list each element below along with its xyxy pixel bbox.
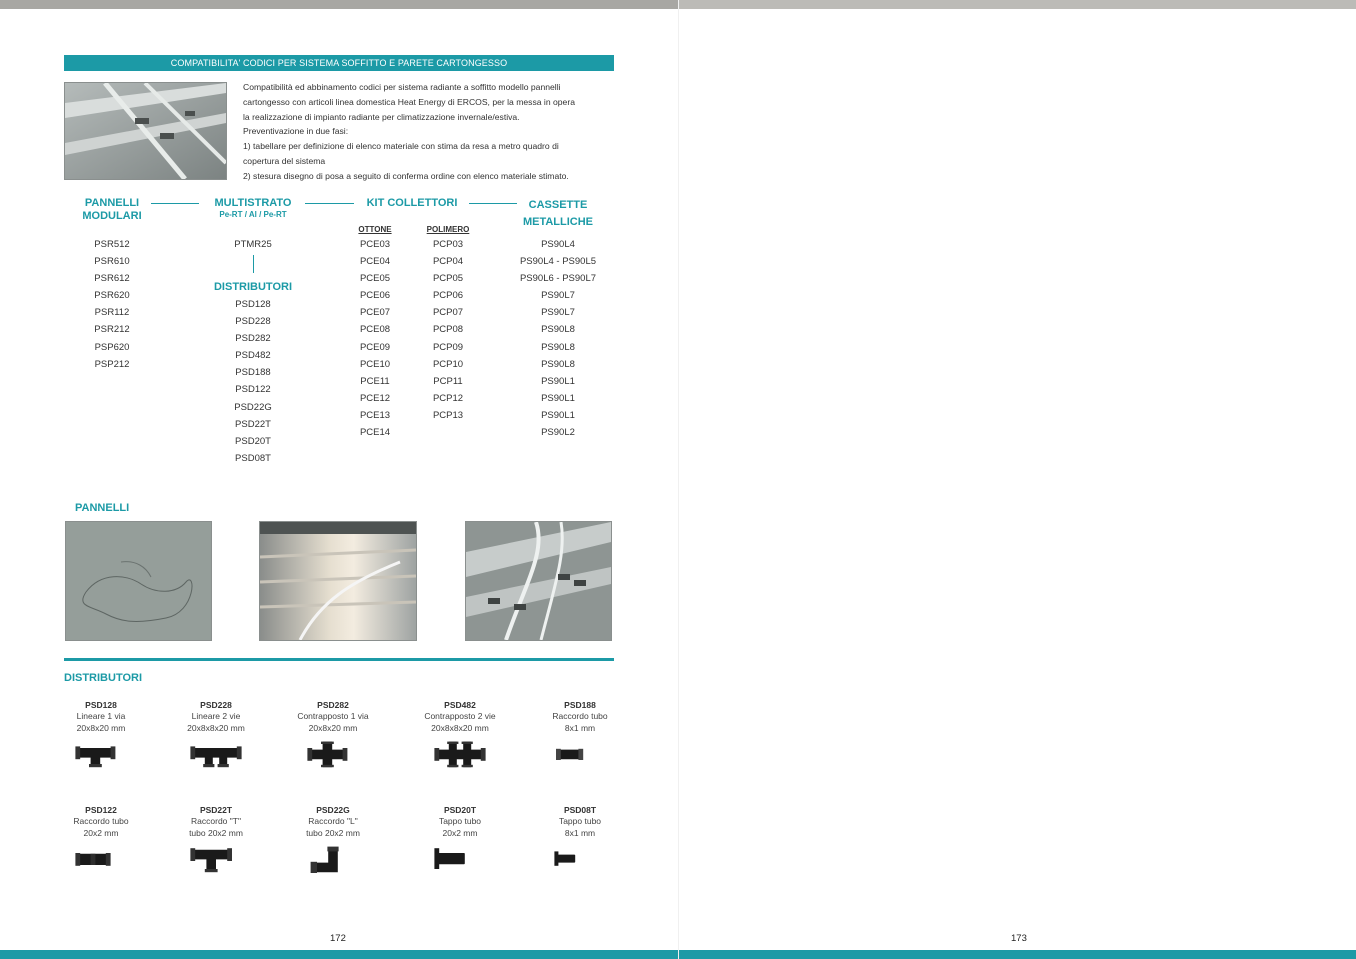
ottone-codes bbox=[345, 236, 405, 441]
ottone-label: OTTONE bbox=[358, 225, 392, 234]
item-desc: Contrapposto 2 vie bbox=[424, 711, 496, 722]
intro-line: Compatibilità ed abbinamento codici per sistema radiante a soffitto modello pannelli bbox=[243, 82, 561, 92]
fitting-icon bbox=[184, 843, 248, 884]
code-item: PS90L8 bbox=[541, 358, 575, 370]
pannelli-codes bbox=[76, 236, 148, 373]
code-item: PS90L1 bbox=[541, 409, 575, 421]
code-item: PCE09 bbox=[359, 341, 391, 353]
code-item: PSR612 bbox=[94, 273, 130, 285]
cassette-metalliche-title: CASSETTE METALLICHE bbox=[522, 199, 594, 228]
fitting-icon bbox=[69, 843, 133, 884]
intro-line: copertura del sistema bbox=[243, 155, 326, 166]
code-item: PSD22T bbox=[235, 418, 271, 430]
item-code: PSD188 bbox=[564, 700, 596, 710]
intro-photo bbox=[64, 82, 227, 180]
item-desc: Tappo tubo bbox=[438, 816, 482, 827]
panel-photo-3 bbox=[465, 521, 612, 641]
fitting-icon bbox=[428, 843, 492, 884]
ceiling-photo-illustration bbox=[65, 83, 226, 179]
bottom-bar-left bbox=[0, 950, 678, 959]
panel-photo-1-illustration bbox=[66, 522, 211, 640]
code-item: PS90L1 bbox=[541, 375, 575, 387]
intro-line: Preventivazione in due fasi: bbox=[243, 126, 349, 137]
distributor-item bbox=[405, 700, 515, 734]
intro-line: cartongesso con articoli linea domestica Heat Energy di ERCOS, per la messa in opera bbox=[243, 96, 575, 107]
item-code: PSD228 bbox=[200, 700, 232, 710]
item-desc: Raccordo tubo bbox=[73, 816, 129, 827]
item-desc: Tappo tubo bbox=[558, 816, 602, 827]
page-divider bbox=[678, 0, 679, 959]
item-code: PSD122 bbox=[85, 805, 117, 815]
code-item: PCP11 bbox=[433, 375, 463, 387]
code-item: PSD188 bbox=[235, 367, 271, 379]
item-size: 20x8x20 mm bbox=[76, 722, 126, 733]
top-bar-right bbox=[679, 0, 1356, 9]
code-item: PS90L4 bbox=[541, 239, 575, 250]
item-code: PSD08T bbox=[563, 805, 597, 815]
multistrato-codes bbox=[218, 236, 288, 253]
section-rule bbox=[64, 658, 614, 661]
distributor-item bbox=[525, 805, 635, 839]
code-item: PCE07 bbox=[359, 307, 391, 319]
multistrato-title: MULTISTRATO bbox=[214, 197, 292, 209]
code-item: PCP06 bbox=[432, 290, 464, 302]
code-item: PCE03 bbox=[359, 239, 391, 250]
item-size: 20x8x20 mm bbox=[308, 722, 358, 733]
distributor-item bbox=[161, 700, 271, 734]
code-item: PSD282 bbox=[235, 333, 271, 345]
item-code: PSD128 bbox=[85, 700, 117, 710]
code-item: PSD22G bbox=[234, 401, 272, 413]
item-code: PSD22G bbox=[316, 805, 350, 815]
code-item: PSP212 bbox=[94, 358, 130, 370]
code-item: PCE04 bbox=[359, 256, 391, 268]
connector-line bbox=[305, 203, 354, 204]
code-item: PCE06 bbox=[359, 290, 391, 302]
distributor-item bbox=[161, 805, 271, 839]
distributori-codes bbox=[218, 296, 288, 467]
cassette-codes bbox=[503, 236, 613, 441]
panel-photo-1 bbox=[65, 521, 212, 641]
item-code: PSD20T bbox=[443, 805, 477, 815]
multistrato-subtitle: Pe-RT / Al / Pe-RT bbox=[219, 210, 287, 219]
code-item: PSD08T bbox=[235, 452, 271, 464]
code-item: PCP09 bbox=[432, 341, 464, 353]
item-size: 20x8x8x20 mm bbox=[187, 722, 245, 733]
code-item: PS90L7 bbox=[541, 307, 575, 319]
item-size: 8x1 mm bbox=[564, 827, 596, 838]
code-item: PS90L1 bbox=[541, 392, 575, 404]
code-item: PSR610 bbox=[94, 256, 130, 268]
code-item: PCE05 bbox=[359, 273, 391, 285]
item-size: 8x1 mm bbox=[564, 722, 596, 733]
code-item: PSD228 bbox=[235, 316, 271, 328]
panel-photo-2-illustration bbox=[260, 522, 416, 640]
code-item: PS90L8 bbox=[541, 341, 575, 353]
polimero-codes bbox=[418, 236, 478, 424]
intro-line: 1) tabellare per definizione di elenco materiale con stima da resa a metro quadro di bbox=[243, 141, 559, 152]
fitting-icon bbox=[548, 738, 612, 779]
code-item: PSR620 bbox=[94, 290, 130, 302]
pannelli-modulari-title: PANNELLI MODULARI bbox=[82, 197, 142, 222]
code-item: PCE10 bbox=[359, 358, 391, 370]
item-desc: Contrapposto 1 via bbox=[297, 711, 369, 722]
distributori-section-title: DISTRIBUTORI bbox=[64, 672, 143, 684]
section-header: COMPATIBILITA' CODICI PER SISTEMA SOFFITTO E PARETE CARTONGESSO bbox=[64, 55, 614, 71]
kit-collettori-title: KIT COLLETTORI bbox=[366, 197, 458, 209]
code-item: PCP07 bbox=[432, 307, 464, 319]
code-item: PCE13 bbox=[359, 409, 391, 421]
code-item: PCP12 bbox=[432, 392, 464, 404]
code-item: PS90L4 - PS90L5 bbox=[519, 256, 597, 268]
pannelli-section-title: PANNELLI bbox=[75, 502, 130, 514]
item-code: PSD22T bbox=[199, 805, 233, 815]
code-item: PSD128 bbox=[235, 299, 271, 310]
item-desc: Lineare 1 via bbox=[76, 711, 126, 722]
vertical-connector bbox=[253, 255, 254, 273]
code-item: PCP13 bbox=[432, 409, 464, 421]
item-code: PSD282 bbox=[317, 700, 349, 710]
item-desc: Raccordo tubo bbox=[552, 711, 608, 722]
code-item: PCE12 bbox=[359, 392, 391, 404]
distributor-item bbox=[46, 805, 156, 839]
fitting-icon bbox=[548, 843, 612, 884]
fitting-icon bbox=[184, 738, 248, 779]
item-size: tubo 20x2 mm bbox=[189, 827, 243, 838]
item-size: 20x8x8x20 mm bbox=[431, 722, 489, 733]
fitting-icon bbox=[69, 738, 133, 779]
connector-line bbox=[469, 203, 517, 204]
code-item: PS90L2 bbox=[541, 427, 575, 439]
code-item: PCP04 bbox=[432, 256, 464, 268]
distributor-item bbox=[46, 700, 156, 734]
code-item: PCP03 bbox=[432, 239, 464, 250]
code-item: PCP08 bbox=[432, 324, 464, 336]
distributor-item bbox=[278, 805, 388, 839]
code-item: PSD482 bbox=[235, 350, 271, 362]
code-item: PSD20T bbox=[235, 435, 271, 447]
distributor-item bbox=[278, 700, 388, 734]
item-desc: Lineare 2 vie bbox=[191, 711, 241, 722]
panel-photo-3-illustration bbox=[466, 522, 611, 640]
code-item: PCP05 bbox=[432, 273, 464, 285]
item-desc: Raccordo "L" bbox=[308, 816, 358, 827]
item-size: 20x2 mm bbox=[83, 827, 119, 838]
item-desc: Raccordo "T" bbox=[191, 816, 241, 827]
code-item: PSR112 bbox=[94, 307, 130, 319]
distributor-item bbox=[525, 700, 635, 734]
code-item: PSD122 bbox=[235, 384, 271, 396]
item-size: tubo 20x2 mm bbox=[306, 827, 360, 838]
code-item: PCE08 bbox=[359, 324, 391, 336]
intro-line: 2) stesura disegno di posa a seguito di conferma ordine con elenco materiale stimato. bbox=[243, 170, 569, 181]
code-item: PCE14 bbox=[359, 427, 391, 439]
page-number-left: 172 bbox=[330, 933, 346, 944]
code-item: PTMR25 bbox=[234, 239, 272, 250]
distributor-item bbox=[405, 805, 515, 839]
item-size: 20x2 mm bbox=[442, 827, 478, 838]
code-item: PCE11 bbox=[360, 375, 390, 387]
fitting-icon bbox=[301, 843, 365, 884]
fitting-icon bbox=[301, 738, 365, 779]
page-number-right: 173 bbox=[1011, 933, 1027, 944]
panel-photo-2 bbox=[259, 521, 417, 641]
code-item: PSR512 bbox=[94, 239, 130, 250]
code-item: PSP620 bbox=[94, 341, 130, 353]
item-code: PSD482 bbox=[444, 700, 476, 710]
code-item: PSR212 bbox=[94, 324, 130, 336]
distributori-title: DISTRIBUTORI bbox=[213, 281, 293, 293]
connector-line bbox=[151, 203, 199, 204]
code-item: PS90L6 - PS90L7 bbox=[519, 273, 597, 285]
code-item: PCP10 bbox=[432, 358, 464, 370]
code-item: PS90L7 bbox=[541, 290, 575, 302]
intro-text bbox=[243, 80, 615, 184]
intro-line: la realizzazione di impianto radiante per climatizzazione invernale/estiva. bbox=[243, 111, 520, 122]
top-bar-left bbox=[0, 0, 678, 9]
polimero-label: POLIMERO bbox=[426, 225, 470, 234]
code-item: PS90L8 bbox=[541, 324, 575, 336]
fitting-icon bbox=[428, 738, 492, 779]
bottom-bar-right bbox=[679, 950, 1356, 959]
